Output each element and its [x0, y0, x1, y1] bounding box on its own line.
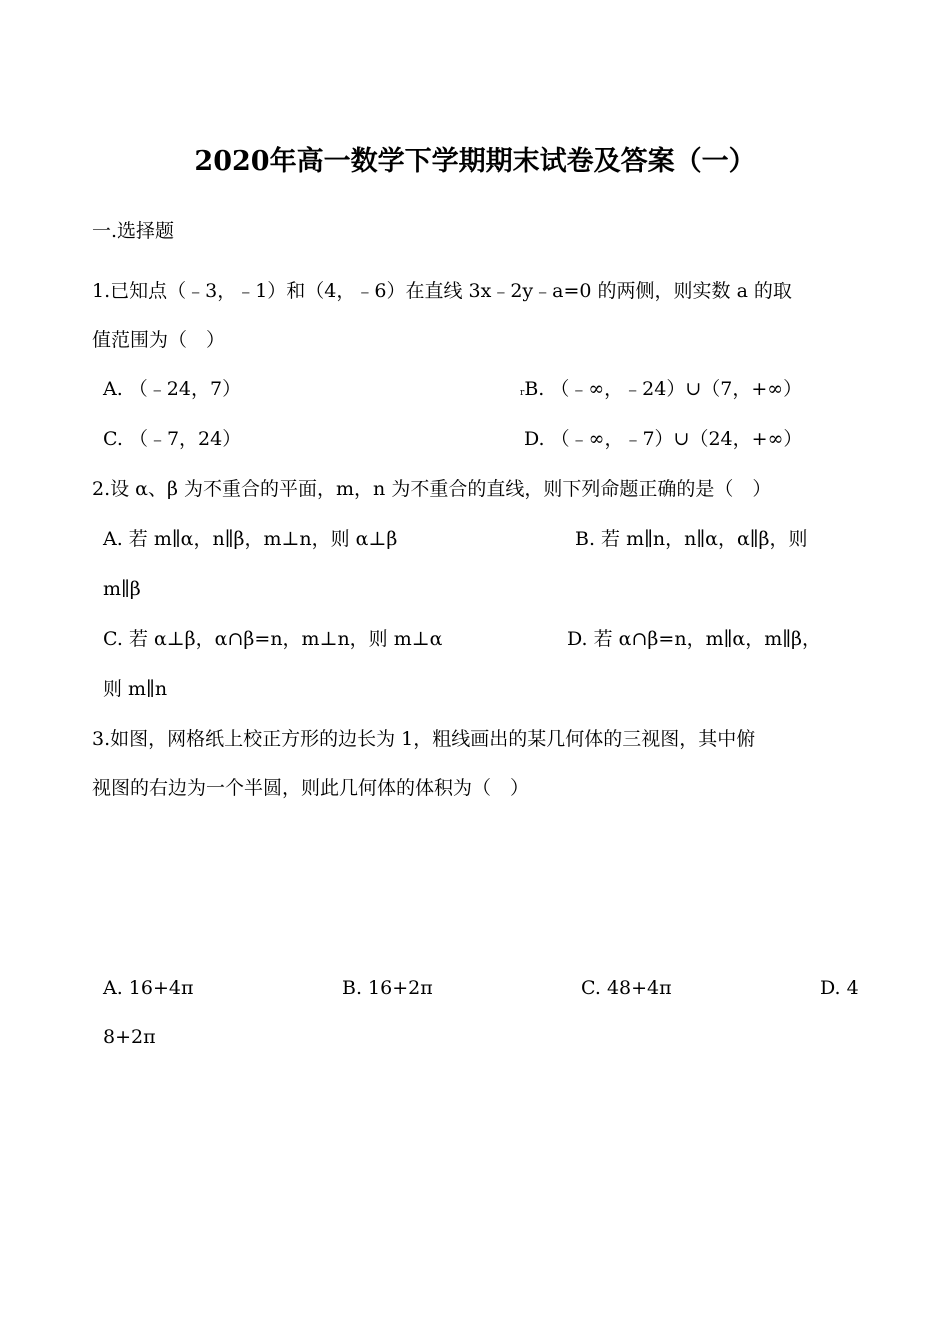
- question-2-stem: 2.设 α、β 为不重合的平面，m，n 为不重合的直线，则下列命题正确的是（ ）: [92, 478, 772, 500]
- question-2-option-a: A. 若 m∥α，n∥β，m⊥n，则 α⊥β: [103, 528, 398, 550]
- question-2-option-d-line2: 则 m∥n: [103, 678, 168, 700]
- question-3-stem-line1: 3.如图，网格纸上校正方形的边长为 1，粗线画出的某几何体的三视图，其中俯: [92, 728, 756, 750]
- page-title: 2020年高一数学下学期期末试卷及答案（一）: [194, 146, 756, 177]
- question-1-option-a: A. （﹣24，7）: [103, 378, 242, 400]
- question-1-stem-line1: 1.已知点（﹣3，﹣1）和（4，﹣6）在直线 3x﹣2y﹣a=0 的两侧，则实数 a 的取: [92, 280, 792, 302]
- question-2-option-b-line1: B. 若 m∥n，n∥α，α∥β，则: [575, 528, 808, 550]
- section-heading: 一.选择题: [92, 220, 175, 242]
- question-3-stem-line2: 视图的右边为一个半圆，则此几何体的体积为（ ）: [92, 777, 530, 799]
- question-2-option-c: C. 若 α⊥β，α∩β=n，m⊥n，则 m⊥α: [103, 628, 443, 650]
- question-3-option-b: B. 16+2π: [342, 977, 433, 999]
- question-1-option-b-text: B. （﹣∞，﹣24）∪（7，+∞）: [524, 378, 803, 400]
- question-3-option-a: A. 16+4π: [103, 977, 194, 999]
- question-1-option-d: D. （﹣∞，﹣7）∪（24，+∞）: [524, 428, 803, 450]
- question-3-option-d-line1: D. 4: [820, 977, 859, 999]
- question-2-option-d-line1: D. 若 α∩β=n，m∥α，m∥β，: [567, 628, 821, 650]
- question-1-option-b: [520, 376, 802, 406]
- paragraph-mark: r: [520, 388, 525, 398]
- question-3-option-c: C. 48+4π: [581, 977, 672, 999]
- question-1-option-c: C. （﹣7，24）: [103, 428, 242, 450]
- question-1-stem-line2: 值范围为（ ）: [92, 329, 226, 351]
- question-2-option-b-line2: m∥β: [103, 578, 141, 600]
- question-3-option-d-line2: 8+2π: [103, 1026, 156, 1048]
